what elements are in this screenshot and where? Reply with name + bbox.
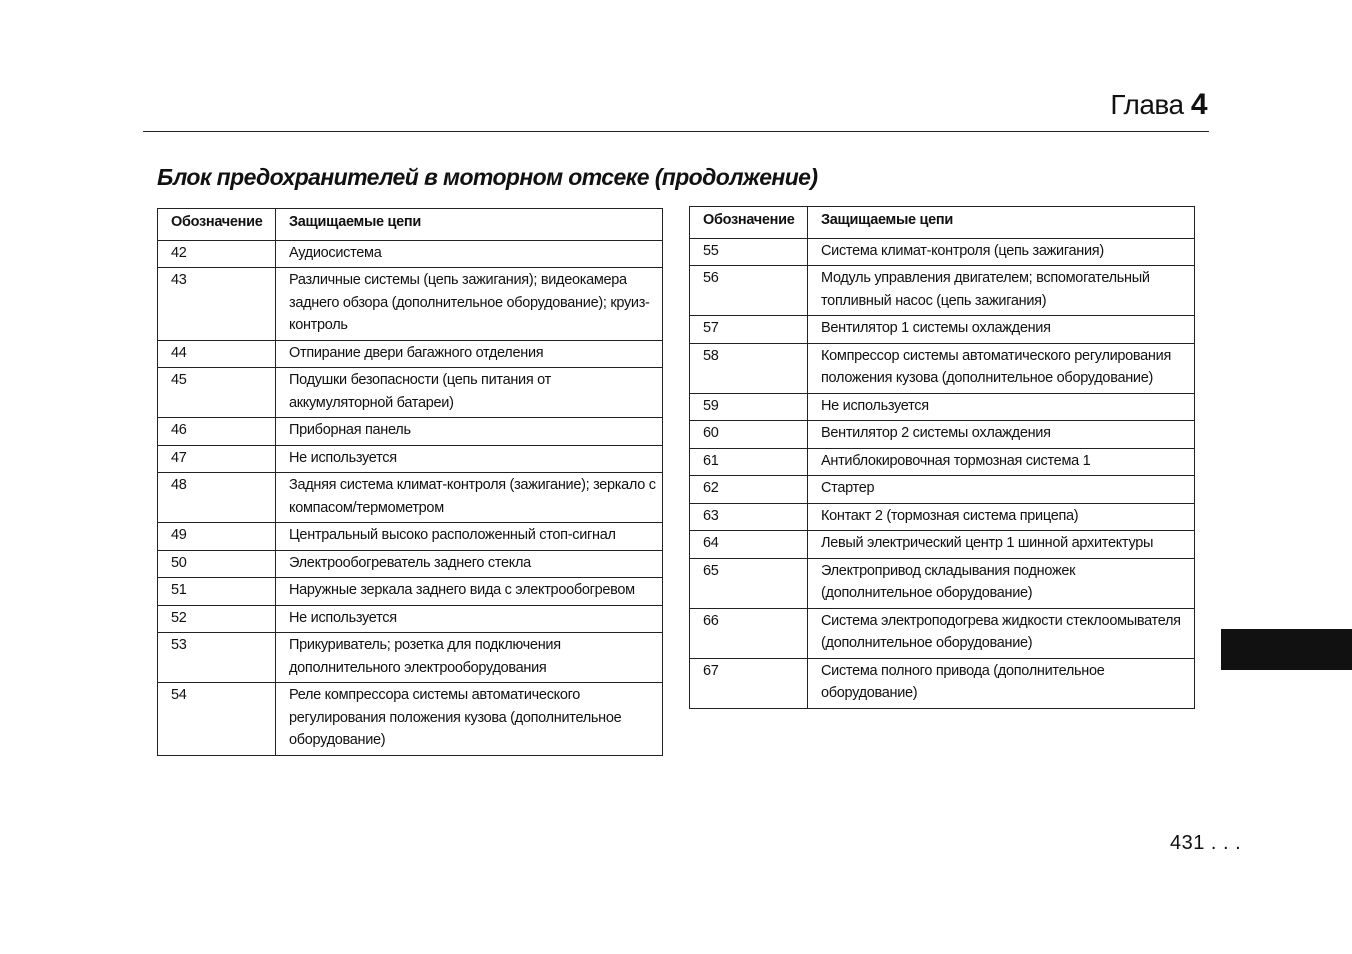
chapter-heading xyxy=(1110,88,1207,122)
fuse-number: 52 xyxy=(158,605,276,633)
table-row xyxy=(158,473,663,523)
fuse-table-right xyxy=(689,206,1195,709)
fuse-number: 50 xyxy=(158,550,276,578)
protected-circuit: Не используется xyxy=(276,605,663,633)
fuse-number: 58 xyxy=(690,343,808,393)
protected-circuit: Контакт 2 (тормозная система прицепа) xyxy=(808,503,1195,531)
fuse-number: 56 xyxy=(690,266,808,316)
fuse-number: 63 xyxy=(690,503,808,531)
fuse-number: 48 xyxy=(158,473,276,523)
protected-circuit: Приборная панель xyxy=(276,418,663,446)
column-header-designation: Обозначение xyxy=(158,209,276,241)
fuse-number: 66 xyxy=(690,608,808,658)
table-row xyxy=(158,578,663,606)
table-row xyxy=(158,605,663,633)
fuse-number: 55 xyxy=(690,238,808,266)
protected-circuit: Стартер xyxy=(808,476,1195,504)
chapter-tab-marker xyxy=(1221,629,1352,670)
table-header-row xyxy=(690,207,1195,239)
fuse-number: 49 xyxy=(158,523,276,551)
table-row xyxy=(690,658,1195,708)
table-row xyxy=(690,531,1195,559)
fuse-number: 67 xyxy=(690,658,808,708)
protected-circuit: Система полного привода (дополнительное оборудование) xyxy=(808,658,1195,708)
protected-circuit: Электрообогреватель заднего стекла xyxy=(276,550,663,578)
protected-circuit: Подушки безопасности (цепь питания от аккумуляторной батареи) xyxy=(276,368,663,418)
protected-circuit: Электропривод складывания подножек (дополнительное оборудование) xyxy=(808,558,1195,608)
protected-circuit: Отпирание двери багажного отделения xyxy=(276,340,663,368)
protected-circuit: Вентилятор 2 системы охлаждения xyxy=(808,421,1195,449)
protected-circuit: Аудиосистема xyxy=(276,240,663,268)
chapter-number: 4 xyxy=(1190,88,1207,121)
fuse-number: 54 xyxy=(158,683,276,756)
fuse-number: 45 xyxy=(158,368,276,418)
column-header-circuits: Защищаемые цепи xyxy=(276,209,663,241)
protected-circuit: Система климат-контроля (цепь зажигания) xyxy=(808,238,1195,266)
table-row xyxy=(690,558,1195,608)
fuse-number: 44 xyxy=(158,340,276,368)
table-row xyxy=(158,683,663,756)
column-header-designation: Обозначение xyxy=(690,207,808,239)
table-row xyxy=(690,421,1195,449)
protected-circuit: Наружные зеркала заднего вида с электрообогревом xyxy=(276,578,663,606)
fuse-number: 47 xyxy=(158,445,276,473)
table-row xyxy=(690,238,1195,266)
fuse-number: 42 xyxy=(158,240,276,268)
table-row xyxy=(690,266,1195,316)
fuse-number: 64 xyxy=(690,531,808,559)
column-header-circuits: Защищаемые цепи xyxy=(808,207,1195,239)
protected-circuit: Задняя система климат-контроля (зажигание); зеркало с компасом/термометром xyxy=(276,473,663,523)
fuse-number: 57 xyxy=(690,316,808,344)
page-title: Блок предохранителей в моторном отсеке (продолжение) xyxy=(157,164,818,190)
protected-circuit: Модуль управления двигателем; вспомогательный топливный насос (цепь зажигания) xyxy=(808,266,1195,316)
protected-circuit: Различные системы (цепь зажигания); видеокамера заднего обзора (дополнительное оборудование); круиз-контроль xyxy=(276,268,663,341)
fuse-number: 46 xyxy=(158,418,276,446)
protected-circuit: Прикуриватель; розетка для подключения дополнительного электрооборудования xyxy=(276,633,663,683)
table-row xyxy=(158,418,663,446)
table-row xyxy=(158,523,663,551)
table-row xyxy=(158,368,663,418)
table-row xyxy=(158,633,663,683)
table-row xyxy=(690,476,1195,504)
fuse-number: 60 xyxy=(690,421,808,449)
table-row xyxy=(158,445,663,473)
protected-circuit: Компрессор системы автоматического регулирования положения кузова (дополнительное оборудование) xyxy=(808,343,1195,393)
protected-circuit: Система электроподогрева жидкости стеклоомывателя (дополнительное оборудование) xyxy=(808,608,1195,658)
protected-circuit: Левый электрический центр 1 шинной архитектуры xyxy=(808,531,1195,559)
table-row xyxy=(690,316,1195,344)
protected-circuit: Центральный высоко расположенный стоп-сигнал xyxy=(276,523,663,551)
table-header-row xyxy=(158,209,663,241)
chapter-label: Глава xyxy=(1110,89,1184,120)
table-row xyxy=(158,550,663,578)
table-row xyxy=(158,240,663,268)
table-row xyxy=(690,343,1195,393)
protected-circuit: Антиблокировочная тормозная система 1 xyxy=(808,448,1195,476)
header-divider xyxy=(143,131,1209,132)
table-row xyxy=(690,448,1195,476)
page-number: 431 . . . xyxy=(1170,832,1242,854)
protected-circuit: Реле компрессора системы автоматического регулирования положения кузова (дополнительное оборудование) xyxy=(276,683,663,756)
fuse-number: 59 xyxy=(690,393,808,421)
protected-circuit: Не используется xyxy=(276,445,663,473)
fuse-number: 65 xyxy=(690,558,808,608)
table-row xyxy=(690,393,1195,421)
fuse-number: 61 xyxy=(690,448,808,476)
fuse-number: 53 xyxy=(158,633,276,683)
protected-circuit: Вентилятор 1 системы охлаждения xyxy=(808,316,1195,344)
protected-circuit: Не используется xyxy=(808,393,1195,421)
fuse-number: 51 xyxy=(158,578,276,606)
table-row xyxy=(690,503,1195,531)
table-row xyxy=(158,340,663,368)
table-row xyxy=(158,268,663,341)
table-row xyxy=(690,608,1195,658)
fuse-number: 43 xyxy=(158,268,276,341)
fuse-number: 62 xyxy=(690,476,808,504)
fuse-table-left xyxy=(157,208,663,756)
